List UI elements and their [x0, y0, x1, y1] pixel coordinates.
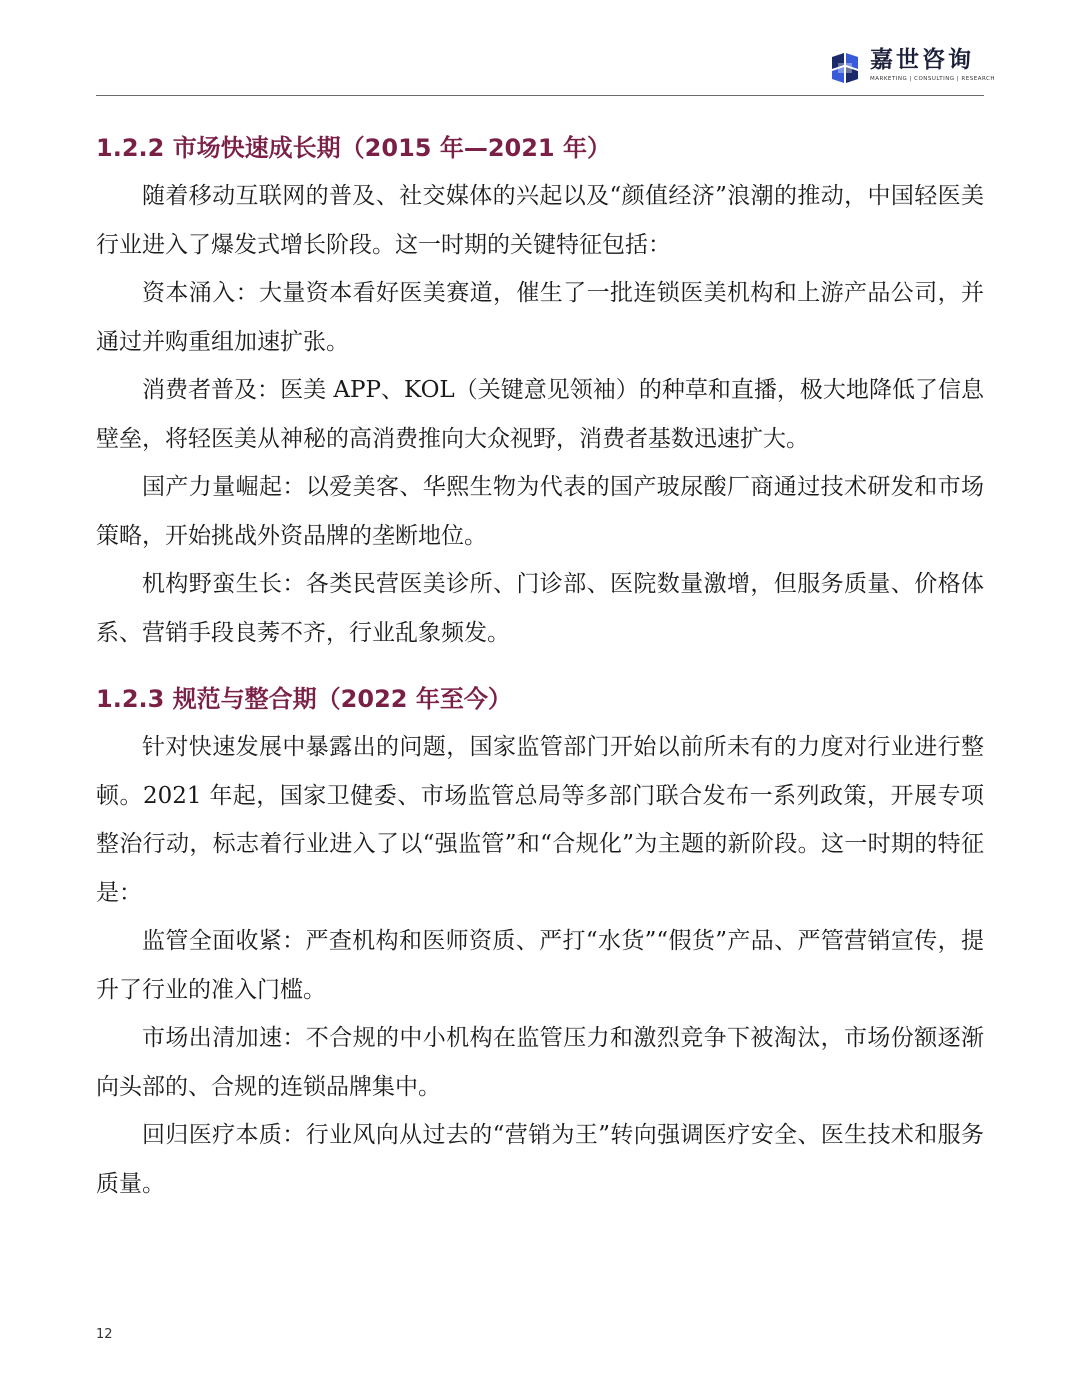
jiashi-logo-icon [828, 51, 862, 85]
section-heading-1-2-2: 1.2.2 市场快速成长期（2015 年—2021 年） [96, 134, 611, 162]
paragraph: 针对快速发展中暴露出的问题，国家监管部门开始以前所未有的力度对行业进行整顿。2021 年起，国家卫健委、市场监管总局等多部门联合发布一系列政策，开展专项整治行动，标志着行业进入了以“强监管”和“合规化”为主题的新阶段。这一时期的特征是： [96, 734, 984, 906]
paragraph: 消费者普及：医美 APP、KOL（关键意见领袖）的种草和直播，极大地降低了信息壁垒，将轻医美从神秘的高消费推向大众视野，消费者基数迅速扩大。 [96, 377, 984, 452]
paragraph: 随着移动互联网的普及、社交媒体的兴起以及“颜值经济”浪潮的推动，中国轻医美行业进入了爆发式增长阶段。这一时期的关键特征包括： [96, 183, 984, 258]
company-logo [828, 47, 995, 89]
paragraph: 资本涌入：大量资本看好医美赛道，催生了一批连锁医美机构和上游产品公司，并通过并购重组加速扩张。 [96, 280, 984, 355]
page-header [0, 0, 1080, 100]
paragraph: 国产力量崛起：以爱美客、华熙生物为代表的国产玻尿酸厂商通过技术研发和市场策略，开始挑战外资品牌的垄断地位。 [96, 474, 984, 549]
paragraph: 市场出清加速：不合规的中小机构在监管压力和激烈竞争下被淘汰，市场份额逐渐向头部的、合规的连锁品牌集中。 [96, 1025, 984, 1100]
header-divider [96, 95, 984, 96]
document-body [96, 124, 984, 1208]
paragraph: 监管全面收紧：严查机构和医师资质、严打“水货”“假货”产品、严管营销宣传，提升了行业的准入门槛。 [96, 928, 984, 1003]
paragraph: 机构野蛮生长：各类民营医美诊所、门诊部、医院数量激增，但服务质量、价格体系、营销手段良莠不齐，行业乱象频发。 [96, 571, 984, 646]
logo-name: 嘉世咨询 [870, 47, 974, 73]
page-number: 12 [96, 1327, 113, 1342]
logo-tagline: MARKETING | CONSULTING | RESEARCH [870, 76, 995, 82]
section-heading-1-2-3: 1.2.3 规范与整合期（2022 年至今） [96, 685, 512, 713]
paragraph: 回归医疗本质：行业风向从过去的“营销为王”转向强调医疗安全、医生技术和服务质量。 [96, 1122, 984, 1197]
